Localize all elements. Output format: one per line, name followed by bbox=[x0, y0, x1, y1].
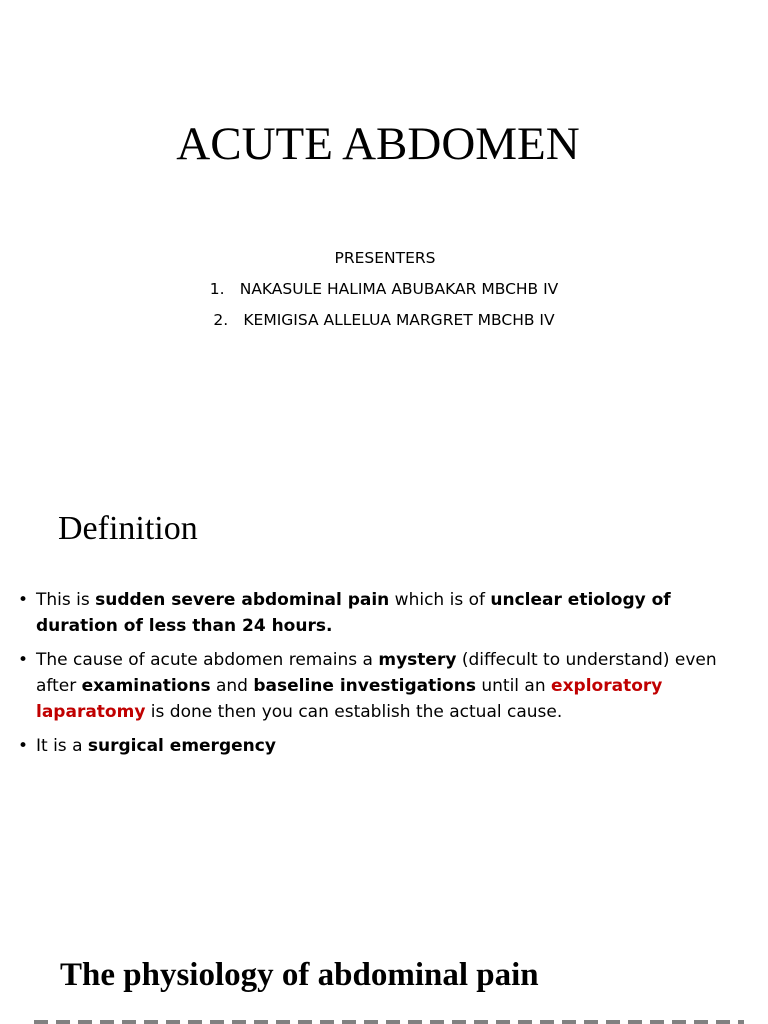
definition-title: Definition bbox=[58, 510, 198, 547]
bullet-text: This is bbox=[36, 590, 96, 610]
bullet-highlight-text: exploratory laparatomy bbox=[36, 676, 663, 722]
bullet-text: It is a bbox=[36, 736, 88, 756]
bullet-bold-text: examinations bbox=[81, 676, 211, 696]
bullet-item bbox=[18, 647, 753, 725]
presenters-block bbox=[0, 243, 768, 336]
bullet-icon: • bbox=[18, 650, 29, 670]
bullet-item bbox=[18, 587, 753, 639]
bullet-text: (diffecult to understand) even after bbox=[36, 650, 717, 696]
presenter-item bbox=[0, 305, 768, 336]
physiology-title: The physiology of abdominal pain bbox=[60, 957, 539, 993]
truncated-text-line bbox=[34, 1020, 744, 1024]
definition-slide bbox=[0, 470, 768, 940]
presenters-heading: PRESENTERS bbox=[334, 249, 436, 267]
bullet-text: until an bbox=[475, 676, 552, 696]
bullet-bold-text: sudden severe abdominal pain bbox=[95, 590, 390, 610]
bullet-bold-text: surgical emergency bbox=[87, 736, 276, 756]
bullet-text: The cause of acute abdomen remains a bbox=[36, 650, 379, 670]
presenter-number: 1. bbox=[209, 280, 225, 298]
bullet-icon: • bbox=[18, 590, 29, 610]
presenters-list bbox=[0, 274, 768, 336]
bullet-icon: • bbox=[18, 736, 29, 756]
presentation-title: ACUTE ABDOMEN bbox=[176, 118, 580, 170]
definition-bullets bbox=[18, 587, 753, 767]
bullet-text: and bbox=[210, 676, 254, 696]
bullet-text: which is of bbox=[389, 590, 491, 610]
presenter-name: KEMIGISA ALLELUA MARGRET MBCHB IV bbox=[243, 311, 555, 329]
presenter-number: 2. bbox=[213, 311, 229, 329]
bullet-item bbox=[18, 733, 753, 759]
bullet-text: is done then you can establish the actual cause. bbox=[145, 702, 563, 722]
physiology-slide bbox=[0, 940, 768, 1024]
presenter-item bbox=[0, 274, 768, 305]
title-slide bbox=[0, 0, 768, 470]
bullet-bold-text: baseline investigations bbox=[253, 676, 476, 696]
presenter-name: NAKASULE HALIMA ABUBAKAR MBCHB IV bbox=[239, 280, 559, 298]
bullet-bold-text: mystery bbox=[378, 650, 457, 670]
bullet-bold-text: unclear etiology of duration of less than 24 hours. bbox=[36, 590, 671, 636]
